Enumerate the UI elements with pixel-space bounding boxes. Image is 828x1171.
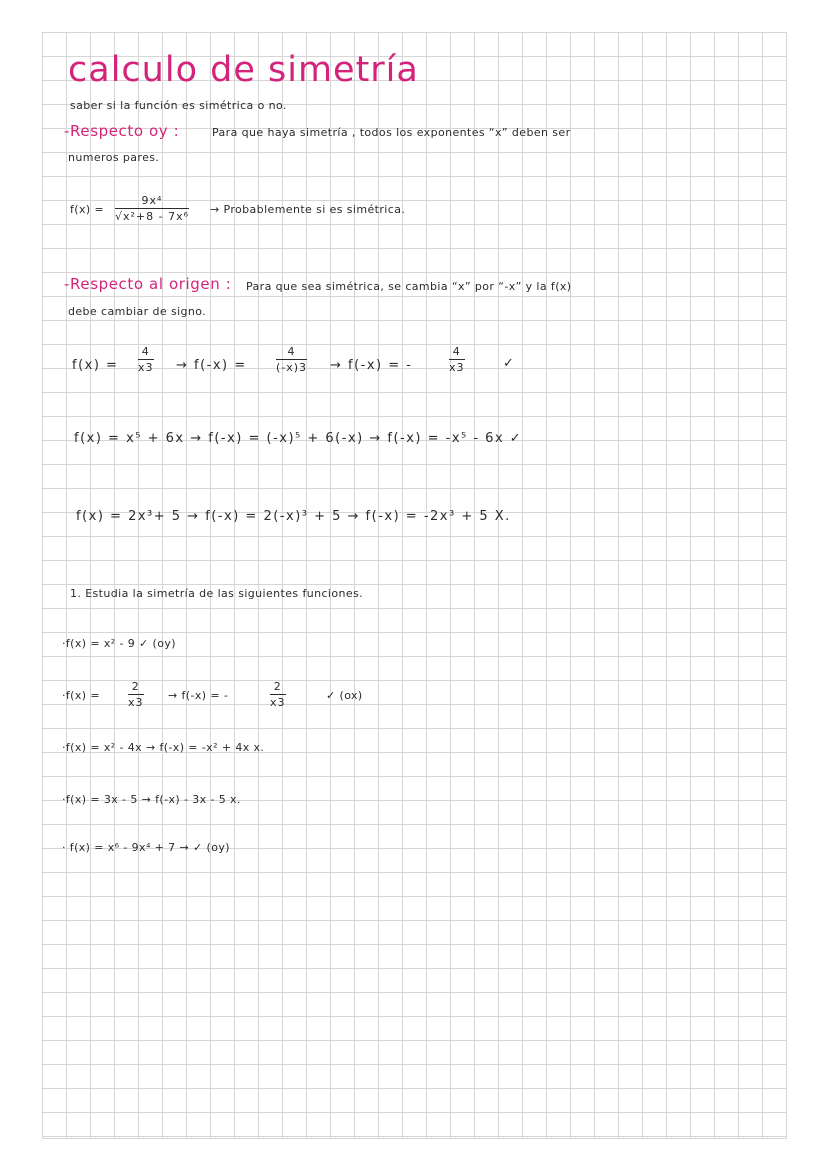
fraction-denominator: x3: [138, 361, 154, 374]
oy-example-fraction: [115, 194, 189, 223]
exercise-item-d: ·f(x) = 3x - 5 → f(-x) - 3x - 5 x.: [62, 793, 241, 806]
fraction-denominator: (-x)3: [276, 361, 308, 374]
oy-example-result: → Probablemente si es simétrica.: [210, 203, 406, 216]
origin-text-line2: debe cambiar de signo.: [68, 305, 207, 318]
origin-example1-fraction1: [138, 345, 154, 374]
fraction-numerator: 4: [452, 345, 461, 358]
oy-text-line1: Para que haya simetría , todos los exponentes “x” deben ser: [212, 126, 571, 139]
fraction-denominator: x3: [449, 361, 465, 374]
fraction-numerator: 2: [273, 680, 282, 693]
oy-example-lhs: f(x) =: [70, 203, 105, 216]
exercise-item-b-mid: → f(-x) = -: [168, 689, 229, 702]
exercise-item-c: ·f(x) = x² - 4x → f(-x) = -x² + 4x x.: [62, 741, 265, 754]
origin-example3: f(x) = 2x³+ 5 → f(-x) = 2(-x)³ + 5 → f(-x) = -2x³ + 5 X.: [76, 509, 511, 524]
check-mark-icon: ✓: [503, 356, 516, 371]
exercise-item-e: · f(x) = x⁶ - 9x⁴ + 7 → ✓ (oy): [62, 841, 230, 854]
exercise-item-b-lhs: ·f(x) =: [62, 689, 100, 702]
fraction-numerator: 9x⁴: [141, 194, 163, 207]
exercise-item-a: ·f(x) = x² - 9 ✓ (oy): [62, 637, 176, 650]
origin-example1-mid2: → f(-x) = -: [330, 358, 413, 373]
fraction-denominator: √x²+8 - 7x⁶: [115, 210, 190, 223]
exercise-item-b-mark: ✓ (ox): [326, 689, 363, 702]
origin-example1-fraction3: [449, 345, 465, 374]
fraction-denominator: x3: [128, 696, 144, 709]
origin-text-line1: Para que sea simétrica, se cambia “x” por “-x” y la f(x): [246, 280, 572, 293]
origin-example1-mid: → f(-x) =: [176, 358, 247, 373]
exercise-heading: 1. Estudia la simetría de las siguientes funciones.: [70, 587, 364, 600]
intro-text: saber si la función es simétrica o no.: [70, 99, 287, 112]
oy-heading: -Respecto oy :: [64, 122, 180, 140]
fraction-numerator: 4: [287, 345, 296, 358]
fraction-numerator: 4: [141, 345, 150, 358]
origin-example1-fraction2: [276, 345, 307, 374]
origin-heading: -Respecto al origen :: [64, 275, 232, 293]
exercise-item-b-fraction2: [270, 680, 286, 709]
fraction-numerator: 2: [131, 680, 140, 693]
fraction-denominator: x3: [270, 696, 286, 709]
page-title: calculo de simetría: [68, 50, 419, 90]
origin-example2: f(x) = x⁵ + 6x → f(-x) = (-x)⁵ + 6(-x) → f(-x) = -x⁵ - 6x ✓: [74, 431, 523, 446]
oy-text-line2: numeros pares.: [68, 151, 160, 164]
exercise-item-b-fraction1: [128, 680, 144, 709]
origin-example1-lhs: f(x) =: [72, 358, 119, 373]
